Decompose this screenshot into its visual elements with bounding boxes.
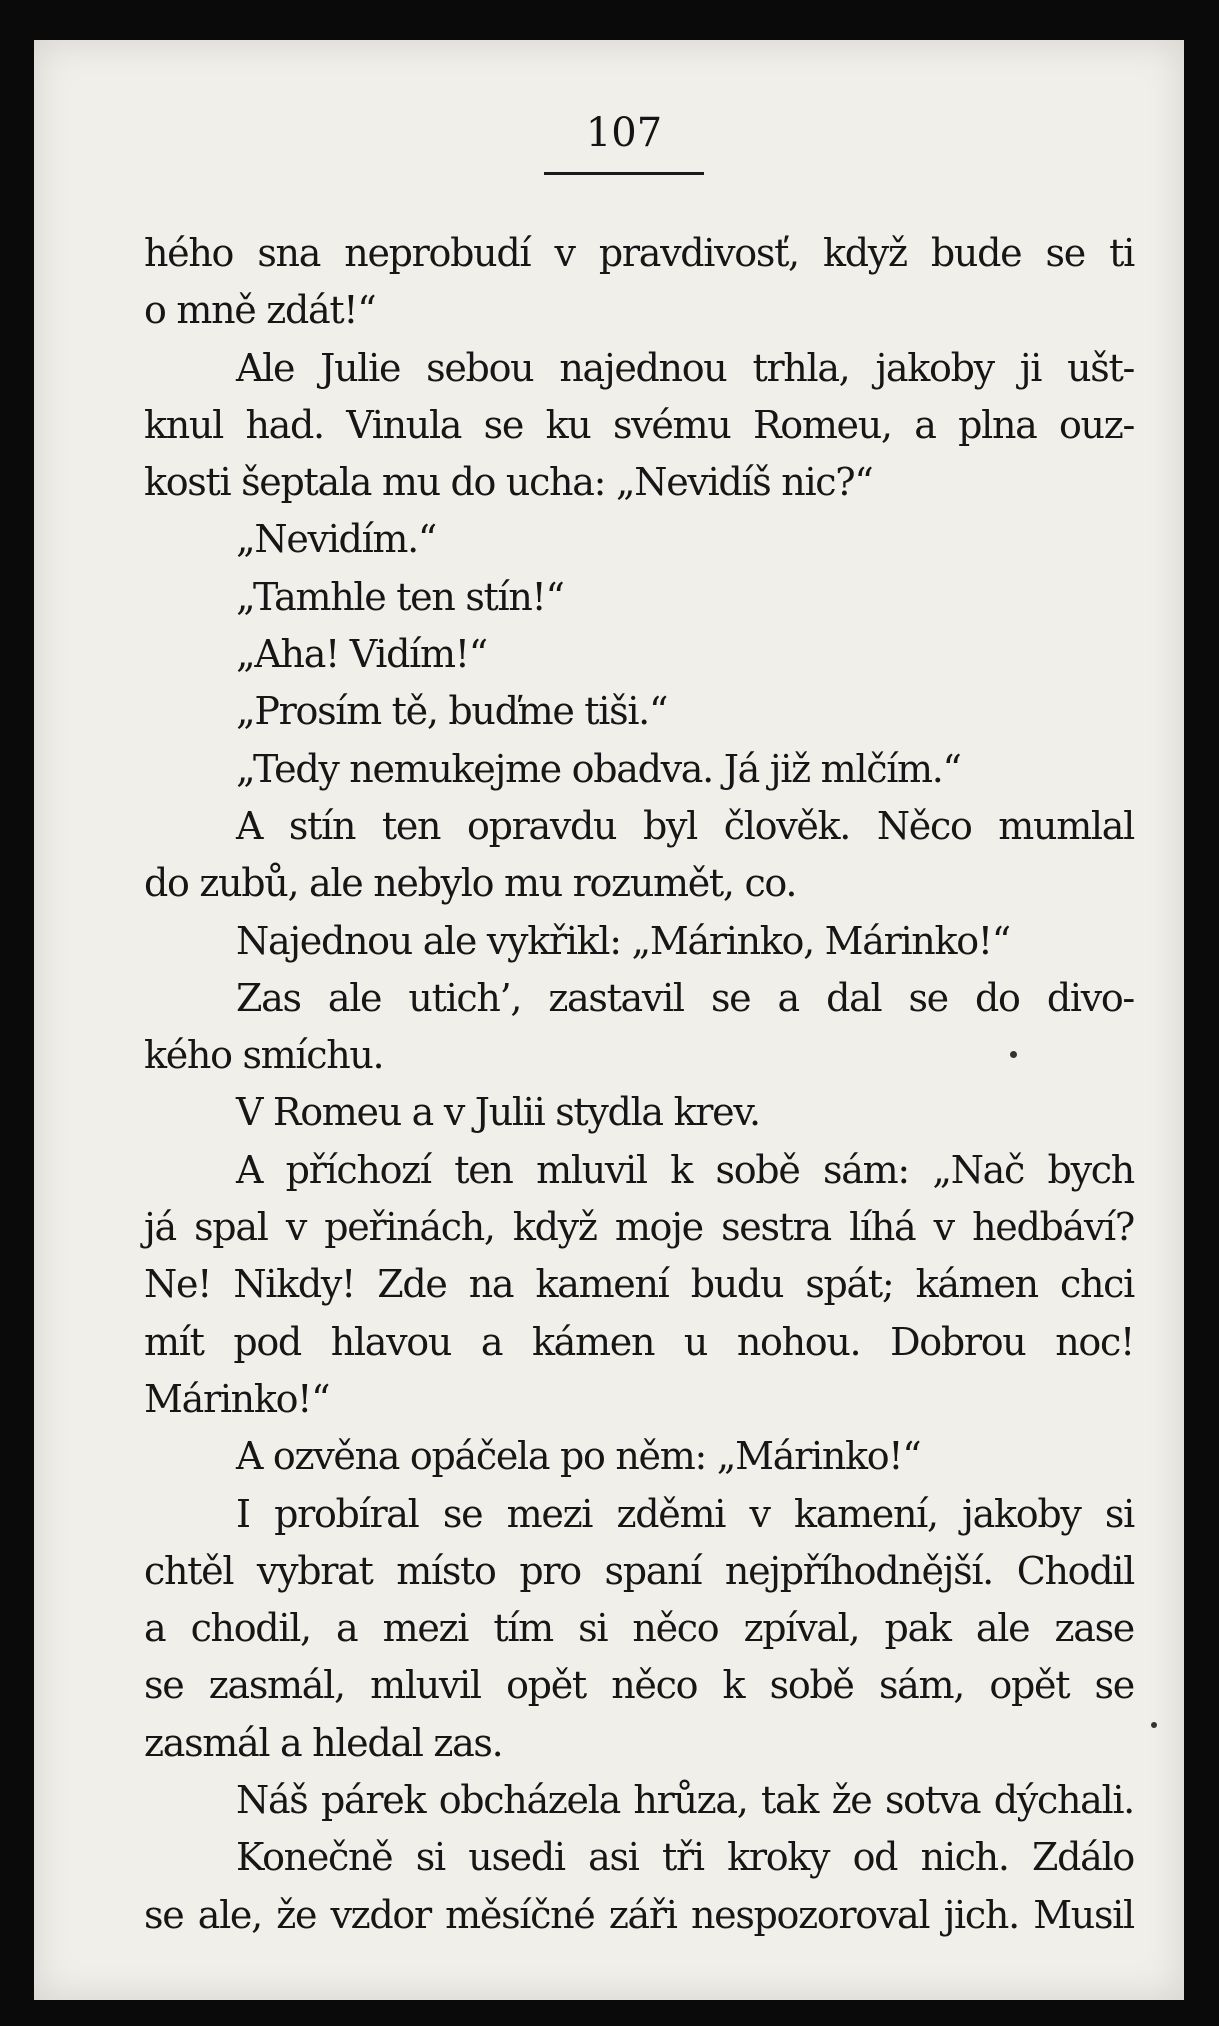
page-number-rule (544, 172, 704, 175)
text-line: do zubů, ale nebylo mu rozumět, co. (144, 861, 797, 906)
text-word: něco (632, 1606, 719, 1651)
text-word: zpíval, (743, 1606, 860, 1651)
text-word: Náš (236, 1778, 308, 1823)
text-word: sotva (884, 1778, 981, 1823)
text-line (144, 970, 1134, 1027)
text-word: bych (1047, 1147, 1134, 1192)
text-word: Ne! (144, 1262, 212, 1307)
text-word: mluvil (536, 1147, 647, 1192)
text-word: nejpříhodnější. (724, 1548, 993, 1593)
text-word: od (852, 1835, 898, 1880)
text-word: mezi (382, 1606, 469, 1651)
text-word: si (578, 1606, 608, 1651)
text-line: „Aha! Vidím!“ (236, 632, 487, 677)
text-line (144, 1829, 1134, 1886)
text-word: peřinách, (324, 1205, 495, 1250)
text-word: opět (989, 1663, 1070, 1708)
text-word: chodil, (190, 1606, 311, 1651)
text-word: Zdálo (1032, 1835, 1134, 1880)
text-line: zasmál a hledal zas. (144, 1720, 503, 1765)
text-word: Zas (236, 975, 301, 1020)
text-line: „Nevidím.“ (236, 517, 437, 562)
text-word: jich. (943, 1892, 1019, 1937)
text-word: Dobrou (890, 1319, 1026, 1364)
text-word: párek (321, 1778, 426, 1823)
text-word: asi (588, 1835, 639, 1880)
text-word: Konečně (236, 1835, 393, 1880)
text-word: že (831, 1778, 872, 1823)
text-word: kamení (535, 1262, 669, 1307)
text-word: a (480, 1319, 503, 1364)
text-word: Romeu, (752, 402, 892, 447)
text-word: k (722, 1663, 745, 1708)
text-word: se (1045, 231, 1085, 275)
text-word: jakoby (875, 345, 994, 390)
text-word: když (823, 231, 907, 275)
text-word: zděmi (616, 1491, 726, 1536)
text-line: „Tedy nemukejme obadva. Já již mlčím.“ (236, 746, 961, 791)
text-word: Zde (377, 1262, 447, 1307)
text-line (144, 1657, 1134, 1714)
ink-speck (1151, 1722, 1157, 1728)
text-word: probíral (274, 1491, 419, 1536)
text-line (144, 1142, 1134, 1199)
text-word: pak (884, 1606, 951, 1651)
text-word: mumlal (998, 803, 1134, 848)
book-page (34, 40, 1184, 2000)
text-word: Julie (320, 345, 401, 390)
text-word: „Nač (932, 1147, 1025, 1192)
text-word: jakoby (962, 1491, 1081, 1536)
text-line: „Tamhle ten stín!“ (236, 574, 564, 619)
text-word: neprobudí (344, 231, 531, 275)
text-word: a (777, 975, 799, 1020)
text-line (144, 1887, 1134, 1944)
text-word: dal (826, 975, 882, 1020)
text-line: kosti šeptala mu do ucha: „Nevidíš nic?“ (144, 460, 873, 505)
text-word: knul (144, 402, 223, 447)
text-word: najednou (559, 345, 727, 390)
text-word: si (415, 1835, 445, 1880)
text-word: sobě (769, 1663, 854, 1708)
text-word: opravdu (467, 803, 617, 848)
text-word: v (749, 1491, 770, 1536)
text-word: A (236, 803, 263, 848)
text-word: ku (545, 402, 591, 447)
text-word: Vinula (346, 402, 462, 447)
text-word: ušt- (1067, 345, 1134, 390)
text-word: Ale (236, 345, 295, 390)
text-word: sám: (823, 1147, 909, 1192)
text-word: usedi (468, 1835, 565, 1880)
text-word: utich’, (408, 975, 522, 1020)
text-word: kámen (915, 1262, 1038, 1307)
text-word: chci (1059, 1262, 1134, 1307)
text-word: Chodil (1016, 1548, 1134, 1593)
text-word: kroky (727, 1835, 830, 1880)
text-word: Musil (1033, 1892, 1134, 1937)
text-line (144, 225, 1134, 282)
text-word: zasmál, (208, 1663, 345, 1708)
text-line: o mně zdát!“ (144, 288, 376, 333)
page-text (144, 225, 1134, 1944)
text-word: pravdivosť, (598, 231, 799, 275)
text-word: něco (611, 1663, 698, 1708)
text-word: v (554, 231, 575, 275)
text-word: divo- (1046, 975, 1134, 1020)
text-word: v (285, 1205, 306, 1250)
text-word: tři (661, 1835, 704, 1880)
text-line: Najednou ale vykřikl: „Márinko, Márinko!“ (236, 918, 1010, 963)
text-word: sám, (878, 1663, 965, 1708)
text-word: Nikdy! (233, 1262, 356, 1307)
text-word: kámen (531, 1319, 655, 1364)
text-line: „Prosím tě, buďme tiši.“ (236, 689, 668, 734)
text-word: I (236, 1491, 250, 1536)
text-word: spal (194, 1205, 268, 1250)
text-word: byl (642, 803, 698, 848)
text-word: člověk. (723, 803, 851, 848)
text-word: mluvil (370, 1663, 481, 1708)
text-word: dýchali. (993, 1778, 1134, 1823)
text-word: když (512, 1205, 597, 1250)
text-line (144, 1772, 1134, 1829)
text-word: A (236, 1147, 263, 1192)
text-word: plna (958, 402, 1037, 447)
text-word: tak (761, 1778, 819, 1823)
ink-speck (1010, 1051, 1017, 1058)
text-word: sobě (715, 1147, 800, 1192)
text-word: obcházela (438, 1778, 620, 1823)
text-word: noc! (1055, 1319, 1134, 1364)
text-word: se (144, 1892, 184, 1937)
text-word: měsíčné (445, 1892, 595, 1937)
text-word: se (442, 1491, 483, 1536)
text-word: vybrat (256, 1548, 373, 1593)
text-line (144, 798, 1134, 855)
text-word: had. (245, 402, 324, 447)
text-word: si (1104, 1491, 1134, 1536)
text-word: spát; (805, 1262, 894, 1307)
text-word: pro (519, 1548, 581, 1593)
text-word: k (670, 1147, 692, 1192)
text-word: hého (144, 231, 234, 275)
text-line: Márinko!“ (144, 1376, 330, 1421)
text-word: nespozoroval (690, 1892, 930, 1937)
text-line (144, 1543, 1134, 1600)
text-word: Něco (876, 803, 972, 848)
text-word: ouz- (1058, 402, 1134, 447)
text-word: ale (975, 1606, 1030, 1651)
text-word: líhá (849, 1205, 916, 1250)
text-word: příchozí (285, 1147, 431, 1192)
text-word: pod (233, 1319, 301, 1364)
text-word: ale (327, 975, 382, 1020)
text-word: nohou. (736, 1319, 861, 1364)
text-word: hlavou (330, 1319, 452, 1364)
text-word: že (276, 1892, 317, 1937)
text-word: chtěl (144, 1548, 234, 1593)
text-word: bude (930, 231, 1022, 275)
text-word: na (468, 1262, 514, 1307)
text-word: sebou (426, 345, 534, 390)
text-word: ten (454, 1147, 513, 1192)
text-line (144, 1600, 1134, 1657)
text-line (144, 340, 1134, 397)
text-word: hrůza, (633, 1778, 748, 1823)
text-word: sna (257, 231, 321, 275)
text-word: u (683, 1319, 708, 1364)
text-word: se (144, 1663, 184, 1708)
text-line: V Romeu a v Julii stydla krev. (236, 1090, 760, 1135)
text-word: se (1094, 1663, 1134, 1708)
text-word: nich. (920, 1835, 1009, 1880)
text-line: A ozvěna opáčela po něm: „Márinko!“ (236, 1434, 921, 1479)
text-word: ten (381, 803, 441, 848)
text-word: kamení, (793, 1491, 938, 1536)
text-word: ti (1109, 231, 1134, 275)
text-word: do (975, 975, 1020, 1020)
text-word: zastavil (548, 975, 684, 1020)
text-line (144, 1314, 1134, 1371)
text-word: moje (614, 1205, 703, 1250)
text-word: mít (144, 1319, 204, 1364)
text-word: místo (396, 1548, 496, 1593)
text-word: zase (1054, 1606, 1134, 1651)
text-word: trhla, (752, 345, 850, 390)
text-word: budu (690, 1262, 784, 1307)
text-word: spaní (604, 1548, 702, 1593)
text-word: mezi (506, 1491, 593, 1536)
text-line (144, 1486, 1134, 1543)
text-word: tím (493, 1606, 553, 1651)
text-line: kého smíchu. (144, 1033, 384, 1078)
text-word: se (710, 975, 751, 1020)
text-word: a (914, 402, 936, 447)
text-word: záři (608, 1892, 677, 1937)
text-word: ji (1019, 345, 1042, 390)
text-word: opět (506, 1663, 586, 1708)
page-number: 107 (585, 110, 663, 156)
text-word: hedbáví? (972, 1205, 1134, 1250)
text-word: sestra (721, 1205, 831, 1250)
text-line (144, 397, 1134, 454)
text-word: svému (612, 402, 731, 447)
text-word: vzdor (330, 1892, 431, 1937)
text-line (144, 1199, 1134, 1256)
text-word: se (908, 975, 948, 1020)
text-word: stín (288, 803, 356, 848)
text-line (144, 1256, 1134, 1313)
text-word: ale, (197, 1892, 262, 1937)
text-word: a (144, 1606, 166, 1651)
text-word: a (336, 1606, 358, 1651)
text-word: se (483, 402, 524, 447)
text-word: v (933, 1205, 954, 1250)
text-word: já (144, 1205, 176, 1250)
